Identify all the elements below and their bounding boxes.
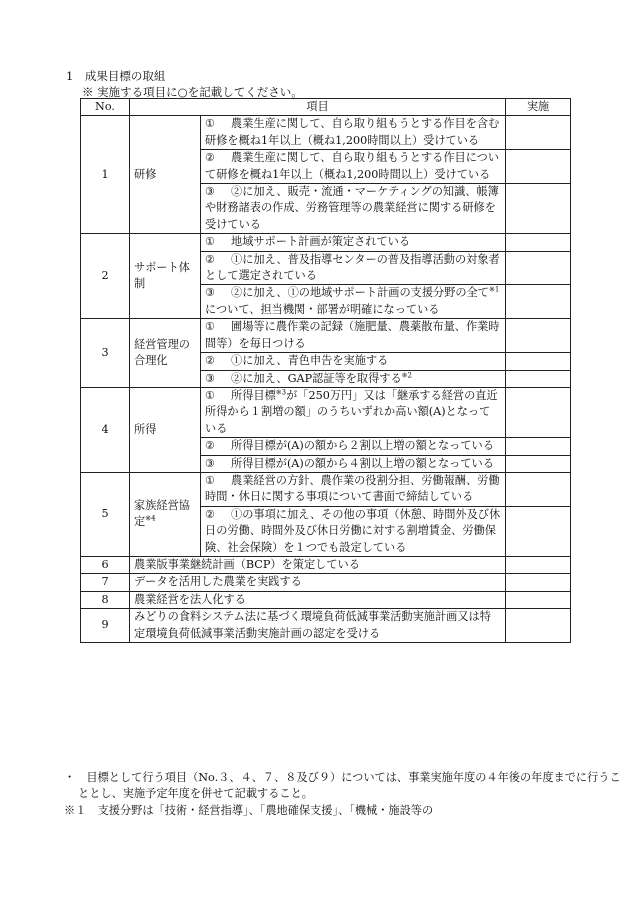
sub-item-number: ② xyxy=(205,507,216,521)
sub-item xyxy=(201,472,506,506)
sub-item xyxy=(201,506,506,556)
row-item-text: 農業経営を法人化する xyxy=(130,591,506,608)
footnote-ref: ※2 xyxy=(401,370,412,379)
sub-item-text: 農業生産に関して、自ら取り組もうとする作目を含む研修を概ね1年以上（概ね1,200時間以上）受けている xyxy=(205,117,500,147)
implementation-cell[interactable] xyxy=(506,455,571,472)
sub-item-text: 所得目標 xyxy=(231,388,276,402)
row-number: 5 xyxy=(81,472,130,556)
sub-item-number: ③ xyxy=(205,456,216,470)
sub-item xyxy=(201,387,506,437)
sub-item xyxy=(201,353,506,370)
sub-item xyxy=(201,150,506,184)
section-heading: 1 成果目標の取組 xyxy=(66,69,166,83)
row-label: 所得 xyxy=(130,387,201,472)
sub-item-text: ②に加え、①の地域サポート計画の支援分野の全て xyxy=(231,286,489,300)
header-item: 項目 xyxy=(130,99,506,116)
row-label: 経営管理の合理化 xyxy=(130,319,201,388)
table-row xyxy=(81,234,571,251)
implementation-cell[interactable] xyxy=(506,184,571,234)
implementation-cell[interactable] xyxy=(506,353,571,370)
implementation-cell[interactable] xyxy=(506,150,571,184)
table-row xyxy=(81,116,571,150)
sub-item-number: ② xyxy=(205,354,216,368)
header-impl: 実施 xyxy=(506,99,571,116)
sub-item-number: ① xyxy=(205,473,216,487)
implementation-cell[interactable] xyxy=(506,591,571,608)
row-number: 6 xyxy=(81,556,130,573)
row-item-text: みどりの食料システム法に基づく環境負荷低減事業活動実施計画又は特定環境負荷低減事業活動実施計画の認定を受ける xyxy=(130,609,506,643)
sub-item-text: ①に加え、普及指導センターの普及指導活動の対象者として選定されている xyxy=(205,252,500,283)
sub-item-text: ①に加え、青色申告を実施する xyxy=(231,354,389,368)
sub-item-text: ②に加え、GAP認証等を取得する xyxy=(231,371,402,385)
implementation-cell[interactable] xyxy=(506,285,571,319)
table-row xyxy=(81,591,571,608)
footnotes xyxy=(64,770,624,819)
table-row xyxy=(81,609,571,643)
header-no: No. xyxy=(81,99,130,116)
sub-item-text: ②に加え、販売・流通・マーケティングの知識、帳簿や財務諸表の作成、労務管理等の農業経営に関する研修を受けている xyxy=(205,185,499,231)
footnote-ref: ※4 xyxy=(145,514,156,523)
footnote-1: ※１ 支援分野は「技術・経営指導」、「農地確保支援」、「機械・施設等の xyxy=(64,803,434,817)
sub-item-text: 地域サポート計画が策定されている xyxy=(231,235,411,249)
sub-item-number: ② xyxy=(205,252,216,266)
implementation-cell[interactable] xyxy=(506,387,571,437)
sub-item-number: ② xyxy=(205,439,216,453)
row-number: 4 xyxy=(81,387,130,472)
sub-item xyxy=(201,251,506,285)
sub-item-number: ③ xyxy=(205,185,216,199)
footnote-bullet: ・ 目標として行う項目（No.３、４、７、８及び９）については、事業実施年度の４年後の年度までに行うこととし、実施予定年度を併せて記載すること。 xyxy=(64,771,621,801)
table-row xyxy=(81,574,571,591)
table-row xyxy=(81,556,571,573)
implementation-cell[interactable] xyxy=(506,506,571,556)
implementation-cell[interactable] xyxy=(506,234,571,251)
sub-item-number: ② xyxy=(205,151,216,165)
goals-table xyxy=(80,98,571,643)
sub-item-number: ① xyxy=(205,388,216,402)
implementation-cell[interactable] xyxy=(506,438,571,455)
sub-item-text: について、担当機関・部署が明確になっている xyxy=(205,302,440,316)
sub-item xyxy=(201,234,506,251)
instruction-note: ※ 実施する項目に○を記載してください。 xyxy=(82,85,303,99)
footnote-ref: ※1 xyxy=(489,285,500,294)
implementation-cell[interactable] xyxy=(506,370,571,387)
sub-item-text: ①の事項に加え、その他の事項（休憩、時間外及び休日の労働、時間外及び休日労働に対する割増賃金、労働保険、社会保険）を１つでも設定している xyxy=(205,507,501,554)
sub-item-number: ① xyxy=(205,117,216,131)
sub-item-text: 所得目標が(A)の額から２割以上増の額となっている xyxy=(231,439,494,453)
sub-item xyxy=(201,370,506,387)
row-label: 研修 xyxy=(130,116,201,234)
implementation-cell[interactable] xyxy=(506,472,571,506)
table-row xyxy=(81,319,571,353)
sub-item xyxy=(201,319,506,353)
sub-item-text: 圃場等に農作業の記録（施肥量、農薬散布量、作業時間等）を毎日つける xyxy=(205,320,500,350)
sub-item-text: 農業生産に関して、自ら取り組もうとする作目について研修を概ね1年以上（概ね1,200時間以上）受けている xyxy=(205,151,500,181)
sub-item xyxy=(201,455,506,472)
implementation-cell[interactable] xyxy=(506,116,571,150)
row-number: 9 xyxy=(81,609,130,643)
sub-item xyxy=(201,184,506,234)
row-item-text: データを活用した農業を実践する xyxy=(130,574,506,591)
row-number: 3 xyxy=(81,319,130,388)
footnote-ref: ※3 xyxy=(275,388,287,397)
sub-item-text: が「250万円」又は「継承する経営の直近所得から１割増の額」のうちいずれか高い額(A)となっている xyxy=(205,388,498,435)
row-label: サポート体制 xyxy=(130,234,201,319)
implementation-cell[interactable] xyxy=(506,251,571,285)
sub-item xyxy=(201,116,506,150)
row-label-text: 家族経営協定 xyxy=(134,499,190,529)
implementation-cell[interactable] xyxy=(506,609,571,643)
sub-item-number: ③ xyxy=(205,371,216,385)
table-row xyxy=(81,472,571,506)
sub-item-number: ① xyxy=(205,235,216,249)
row-number: 1 xyxy=(81,116,130,234)
sub-item-text: 農業経営の方針、農作業の役割分担、労働報酬、労働時間・休日に関する事項について書面で締結している xyxy=(205,473,500,504)
sub-item xyxy=(201,438,506,455)
sub-item-number: ① xyxy=(205,320,216,334)
implementation-cell[interactable] xyxy=(506,319,571,353)
table-row xyxy=(81,387,571,437)
implementation-cell[interactable] xyxy=(506,574,571,591)
table-header-row xyxy=(81,99,571,116)
row-number: 2 xyxy=(81,234,130,319)
row-number: 7 xyxy=(81,574,130,591)
implementation-cell[interactable] xyxy=(506,556,571,573)
sub-item xyxy=(201,285,506,319)
sub-item-number: ③ xyxy=(205,286,216,300)
row-label xyxy=(130,472,201,556)
row-number: 8 xyxy=(81,591,130,608)
sub-item-text: 所得目標が(A)の額から４割以上増の額となっている xyxy=(231,456,494,470)
row-item-text: 農業版事業継続計画（BCP）を策定している xyxy=(130,556,506,573)
